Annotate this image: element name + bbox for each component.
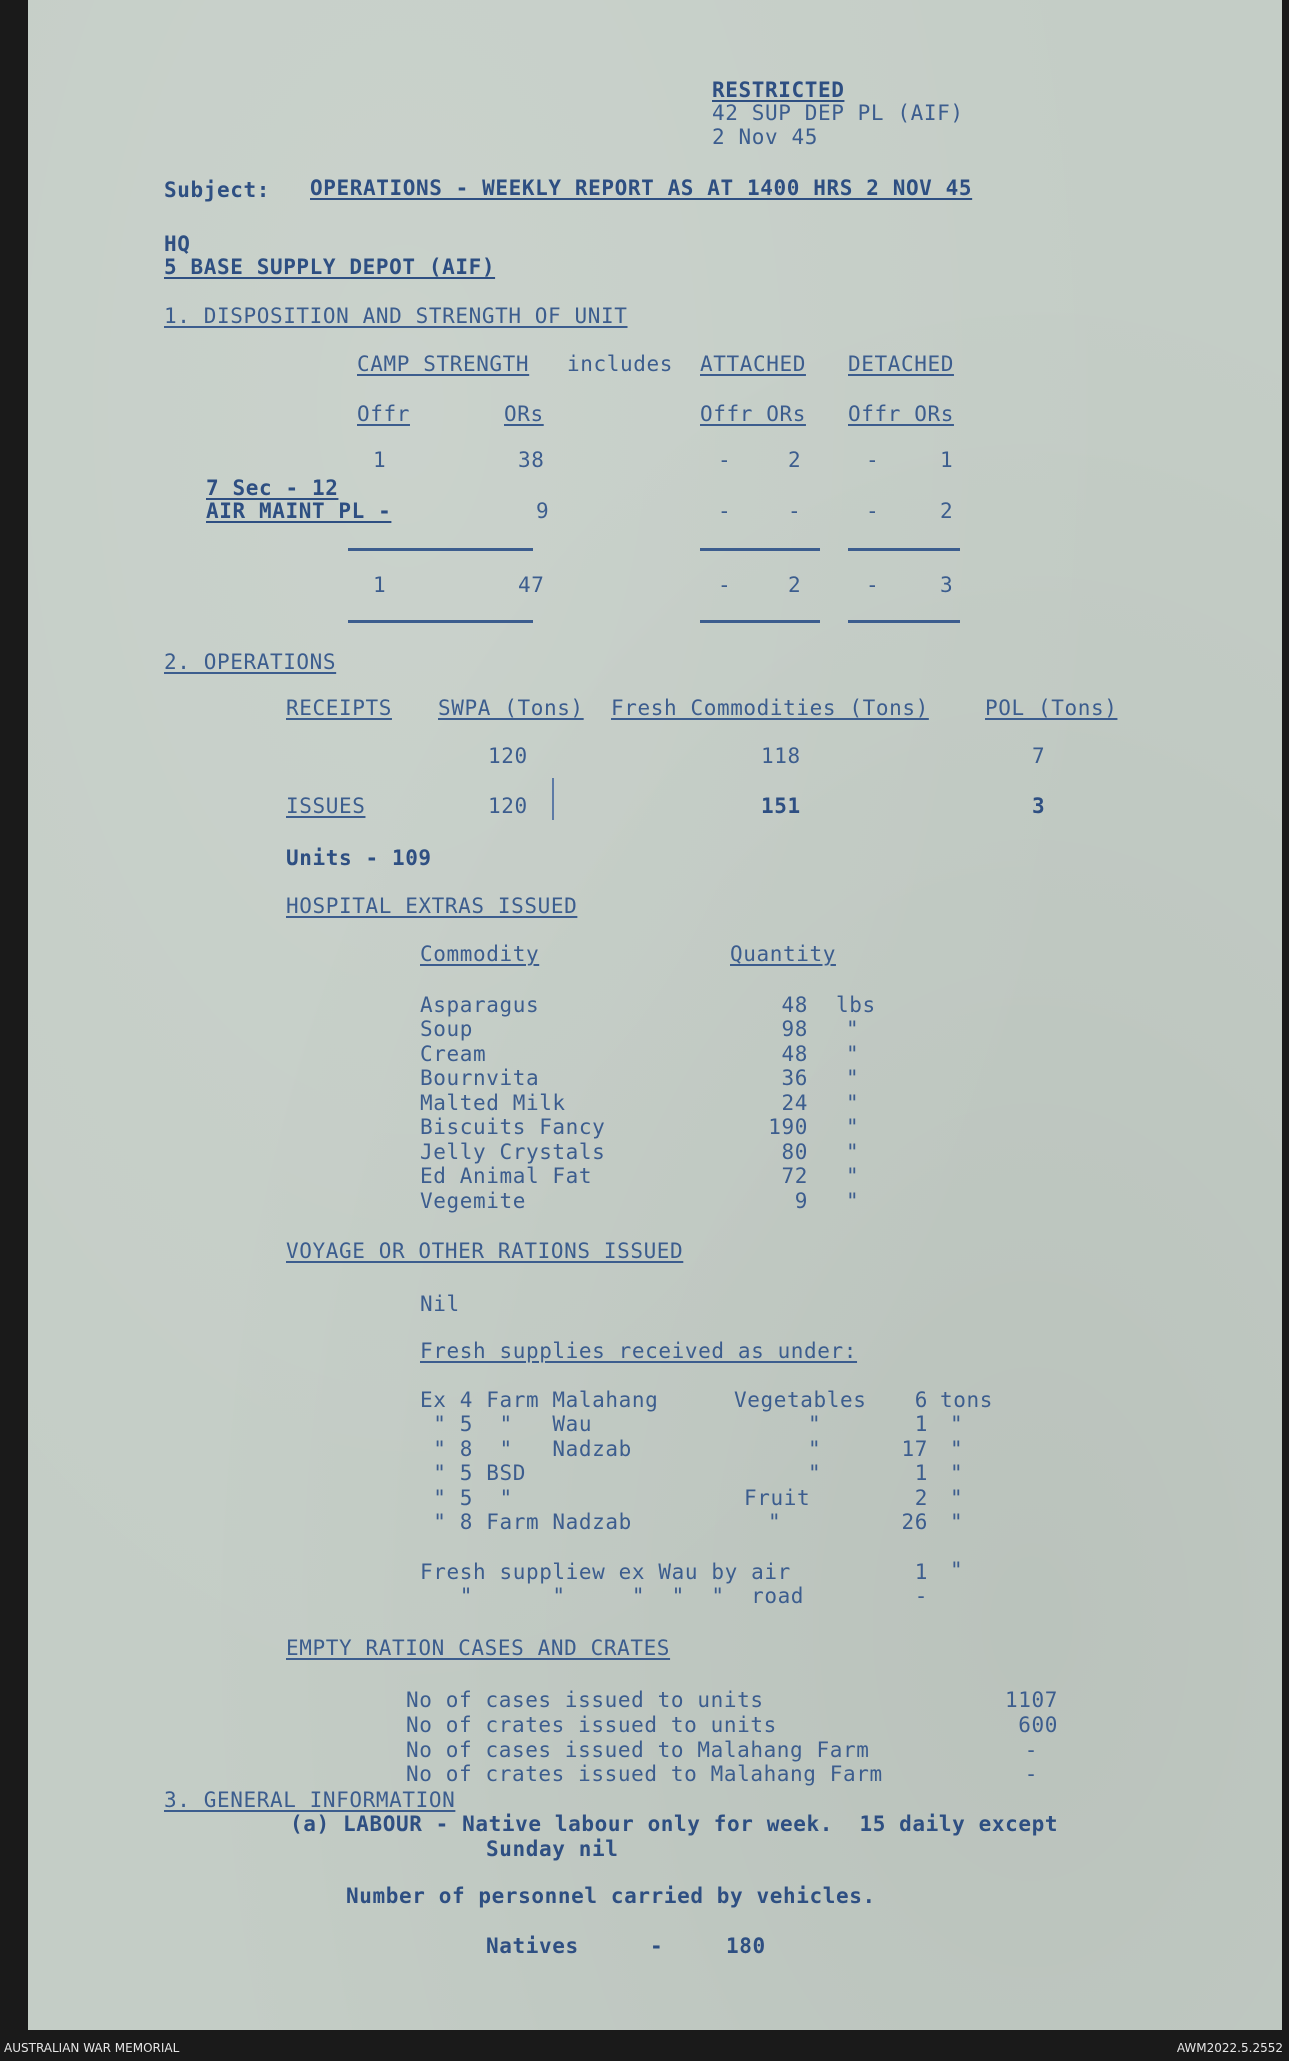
by-air-unit: " bbox=[950, 1558, 964, 1582]
list-item-unit: lbs bbox=[836, 993, 876, 1017]
list-item-unit: " bbox=[846, 1115, 860, 1139]
list-item: No of cases issued to Malahang Farm bbox=[406, 1738, 870, 1762]
list-item-qty: 6 bbox=[914, 1388, 928, 1412]
addressee-depot: 5 BASE SUPPLY DEPOT (AIF) bbox=[164, 255, 496, 279]
hospital-heading: HOSPITAL EXTRAS ISSUED bbox=[286, 894, 578, 918]
list-item-unit: " bbox=[846, 1189, 860, 1213]
by-air-qty: 1 bbox=[914, 1560, 928, 1584]
personnel-line: Number of personnel carried by vehicles. bbox=[346, 1884, 876, 1908]
list-item-unit: " bbox=[846, 1042, 860, 1066]
list-item-qty: 9 bbox=[794, 1189, 808, 1213]
rule-det-1 bbox=[848, 548, 960, 551]
sub-detached-offr-ors: Offr ORs bbox=[848, 402, 954, 426]
subject-label: Subject: bbox=[164, 178, 270, 202]
list-item-kind: " bbox=[808, 1412, 822, 1436]
row2-label-line2: AIR MAINT PL - bbox=[206, 499, 392, 523]
natives-label: Natives bbox=[486, 1934, 579, 1958]
list-item: Bournvita bbox=[420, 1066, 540, 1090]
list-item-qty: 1 bbox=[914, 1461, 928, 1485]
row1-att-offr: - bbox=[718, 448, 732, 472]
list-item-unit: " bbox=[950, 1412, 964, 1436]
total-offr: 1 bbox=[373, 573, 387, 597]
footer-accession: AWM2022.5.2552 bbox=[1176, 2041, 1283, 2055]
list-item-unit: tons bbox=[940, 1388, 993, 1412]
list-item-qty: 36 bbox=[781, 1066, 808, 1090]
row1-att-ors: 2 bbox=[788, 448, 802, 472]
list-item-kind: " bbox=[808, 1461, 822, 1485]
fresh-heading: Fresh supplies received as under: bbox=[420, 1339, 858, 1363]
issues-divider bbox=[552, 778, 554, 820]
sub-ors: ORs bbox=[504, 402, 544, 426]
list-item: Ed Animal Fat bbox=[420, 1164, 593, 1188]
row1-det-offr: - bbox=[866, 448, 880, 472]
row1-offr: 1 bbox=[373, 448, 387, 472]
col-pol: POL (Tons) bbox=[985, 696, 1118, 720]
list-item-qty: 2 bbox=[914, 1486, 928, 1510]
sub-attached-offr-ors: Offr ORs bbox=[700, 402, 806, 426]
total-det-ors: 3 bbox=[940, 573, 954, 597]
col-fresh: Fresh Commodities (Tons) bbox=[611, 696, 929, 720]
subject-text: OPERATIONS - WEEKLY REPORT AS AT 1400 HRS 2 NOV 45 bbox=[310, 176, 973, 200]
by-road-qty: - bbox=[914, 1584, 928, 1608]
total-ors: 47 bbox=[518, 573, 545, 597]
list-item-unit: " bbox=[846, 1164, 860, 1188]
list-item-value: - bbox=[1024, 1738, 1038, 1762]
list-item: Vegemite bbox=[420, 1189, 526, 1213]
list-item-unit: " bbox=[846, 1091, 860, 1115]
list-item-value: 600 bbox=[1018, 1713, 1058, 1737]
total-att-ors: 2 bbox=[788, 573, 802, 597]
unit-designation: 42 SUP DEP PL (AIF) bbox=[712, 101, 964, 125]
rule-det-2 bbox=[848, 620, 960, 623]
list-item: Jelly Crystals bbox=[420, 1140, 606, 1164]
section3-heading: 3. GENERAL INFORMATION bbox=[164, 1788, 456, 1812]
list-item-unit: " bbox=[950, 1437, 964, 1461]
list-item-unit: " bbox=[950, 1510, 964, 1534]
list-item-qty: 190 bbox=[768, 1115, 808, 1139]
col-commodity: Commodity bbox=[420, 942, 540, 966]
receipts-swpa: 120 bbox=[488, 744, 528, 768]
list-item: No of crates issued to Malahang Farm bbox=[406, 1762, 883, 1786]
natives-dash: - bbox=[650, 1934, 664, 1958]
list-item-kind: " bbox=[808, 1437, 822, 1461]
section1-heading: 1. DISPOSITION AND STRENGTH OF UNIT bbox=[164, 304, 628, 328]
row2-det-ors: 2 bbox=[940, 499, 954, 523]
row1-det-ors: 1 bbox=[940, 448, 954, 472]
labour-line2: Sunday nil bbox=[486, 1837, 619, 1861]
list-item: Biscuits Fancy bbox=[420, 1115, 606, 1139]
units-count: Units - 109 bbox=[286, 846, 432, 870]
labour-line1: (a) LABOUR - Native labour only for week. 15 daily except bbox=[290, 1812, 1059, 1836]
total-att-offr: - bbox=[718, 573, 732, 597]
list-item: " 5 " Wau bbox=[420, 1412, 593, 1436]
list-item-qty: 80 bbox=[781, 1140, 808, 1164]
natives-value: 180 bbox=[726, 1934, 766, 1958]
list-item-qty: 1 bbox=[914, 1412, 928, 1436]
by-air-line: Fresh suppliew ex Wau by air bbox=[420, 1560, 791, 1584]
list-item-kind: " bbox=[768, 1510, 782, 1534]
col-detached: DETACHED bbox=[848, 352, 954, 376]
list-item-qty: 17 bbox=[901, 1437, 928, 1461]
list-item-qty: 24 bbox=[781, 1091, 808, 1115]
rule-att-1 bbox=[700, 548, 820, 551]
row2-ors: 9 bbox=[536, 499, 550, 523]
list-item: " 5 BSD bbox=[420, 1461, 526, 1485]
issues-swpa: 120 bbox=[488, 794, 528, 818]
list-item: Asparagus bbox=[420, 993, 540, 1017]
list-item-qty: 72 bbox=[781, 1164, 808, 1188]
classification: RESTRICTED bbox=[712, 78, 845, 102]
issues-fresh: 151 bbox=[761, 794, 801, 818]
col-includes: includes bbox=[567, 352, 673, 376]
receipts-label: RECEIPTS bbox=[286, 696, 392, 720]
list-item: " 8 " Nadzab bbox=[420, 1437, 632, 1461]
list-item: Soup bbox=[420, 1017, 473, 1041]
rule-camp-2 bbox=[348, 620, 533, 623]
col-attached: ATTACHED bbox=[700, 352, 806, 376]
section2-heading: 2. OPERATIONS bbox=[164, 650, 337, 674]
total-det-offr: - bbox=[866, 573, 880, 597]
list-item-unit: " bbox=[950, 1461, 964, 1485]
rule-camp-1 bbox=[348, 548, 533, 551]
list-item: " 5 " bbox=[420, 1486, 513, 1510]
col-quantity: Quantity bbox=[730, 942, 836, 966]
document-page bbox=[28, 0, 1282, 2030]
list-item-kind: Fruit bbox=[744, 1486, 811, 1510]
row2-att-offr: - bbox=[718, 499, 732, 523]
list-item-value: 1107 bbox=[1005, 1688, 1058, 1712]
row2-det-offr: - bbox=[866, 499, 880, 523]
list-item-qty: 98 bbox=[781, 1017, 808, 1041]
list-item-qty: 48 bbox=[781, 1042, 808, 1066]
voyage-heading: VOYAGE OR OTHER RATIONS ISSUED bbox=[286, 1239, 684, 1263]
list-item-unit: " bbox=[950, 1486, 964, 1510]
list-item-value: - bbox=[1024, 1762, 1038, 1786]
by-road-line: " " " " " road bbox=[420, 1584, 805, 1608]
list-item-unit: " bbox=[846, 1140, 860, 1164]
receipts-fresh: 118 bbox=[761, 744, 801, 768]
list-item-kind: Vegetables bbox=[734, 1388, 867, 1412]
list-item: Cream bbox=[420, 1042, 487, 1066]
issues-pol: 3 bbox=[1032, 794, 1046, 818]
col-camp-strength: CAMP STRENGTH bbox=[357, 352, 530, 376]
row2-label-line1: 7 Sec - 12 bbox=[206, 476, 339, 500]
sub-offr: Offr bbox=[357, 402, 410, 426]
list-item-unit: " bbox=[846, 1017, 860, 1041]
receipts-pol: 7 bbox=[1032, 744, 1046, 768]
col-swpa: SWPA (Tons) bbox=[438, 696, 584, 720]
list-item-unit: " bbox=[846, 1066, 860, 1090]
issues-label: ISSUES bbox=[286, 794, 366, 818]
footer-source: AUSTRALIAN WAR MEMORIAL bbox=[4, 2041, 180, 2055]
row2-att-ors: - bbox=[788, 499, 802, 523]
document-date: 2 Nov 45 bbox=[712, 125, 818, 149]
addressee-hq: HQ bbox=[164, 232, 191, 256]
list-item: " 8 Farm Nadzab bbox=[420, 1510, 632, 1534]
list-item-qty: 26 bbox=[901, 1510, 928, 1534]
list-item-qty: 48 bbox=[781, 993, 808, 1017]
row1-ors: 38 bbox=[518, 448, 545, 472]
list-item: Ex 4 Farm Malahang bbox=[420, 1388, 659, 1412]
list-item: No of cases issued to units bbox=[406, 1688, 764, 1712]
rule-att-2 bbox=[700, 620, 820, 623]
list-item: Malted Milk bbox=[420, 1091, 566, 1115]
empty-heading: EMPTY RATION CASES AND CRATES bbox=[286, 1636, 671, 1660]
list-item: No of crates issued to units bbox=[406, 1713, 777, 1737]
voyage-value: Nil bbox=[420, 1292, 460, 1316]
